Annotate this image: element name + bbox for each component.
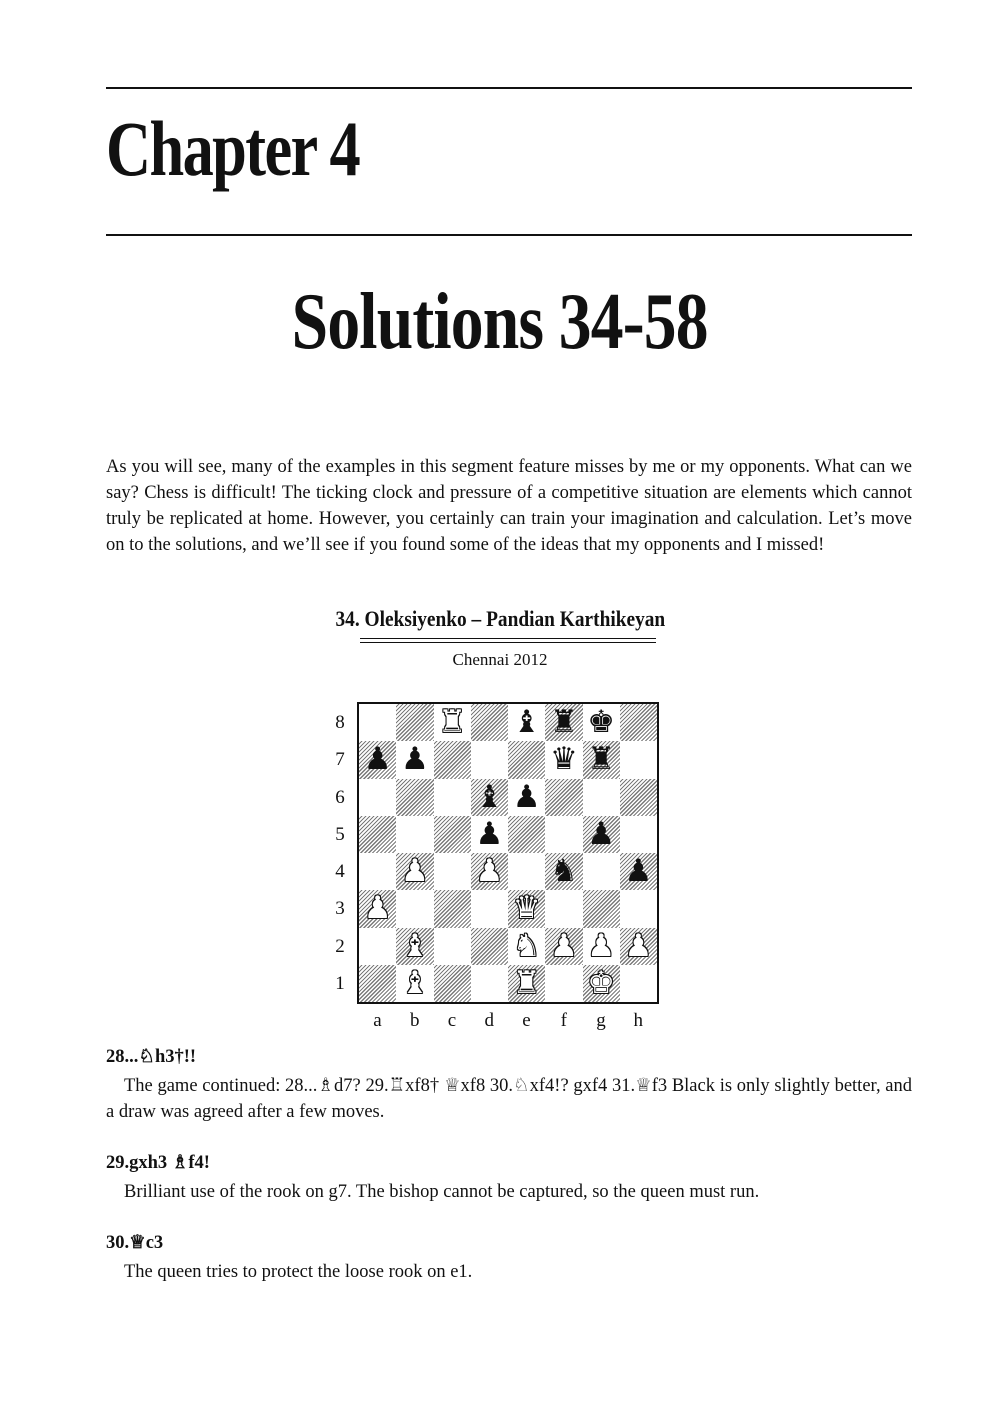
square-f6: [545, 779, 582, 816]
square-a6: [359, 779, 396, 816]
square-e8: [508, 704, 545, 741]
rank-label: 5: [335, 823, 345, 845]
black-pawn-icon: ♟: [587, 815, 616, 852]
move-note: Brilliant use of the rook on g7. The bishop cannot be captured, so the queen must run.: [124, 1182, 760, 1202]
game-venue: Chennai 2012: [452, 650, 548, 669]
square-e5: [508, 816, 545, 853]
chapter-title-text: Solutions 34-58: [291, 278, 709, 366]
square-h4: [620, 853, 657, 890]
square-e3: [508, 890, 545, 927]
black-knight-icon: ♞: [549, 853, 578, 890]
heading-double-rule: [360, 638, 656, 643]
file-label: a: [373, 1010, 382, 1031]
square-b1: [396, 965, 433, 1002]
square-b7: [396, 741, 433, 778]
square-c7: [434, 741, 471, 778]
file-label: c: [447, 1010, 457, 1031]
white-pawn-icon: ♟: [624, 927, 653, 964]
middle-rule: [106, 234, 912, 236]
square-d7: [471, 741, 508, 778]
square-g4: [583, 853, 620, 890]
white-bishop-icon: ♝: [400, 927, 429, 964]
square-a7: [359, 741, 396, 778]
square-c6: [434, 779, 471, 816]
square-g1: [583, 965, 620, 1002]
white-rook-icon: ♜: [512, 964, 541, 1001]
rank-label: 2: [335, 935, 345, 957]
square-a4: [359, 853, 396, 890]
black-rook-icon: ♜: [587, 741, 616, 778]
square-c1: [434, 965, 471, 1002]
square-g7: [583, 741, 620, 778]
file-label: b: [410, 1010, 420, 1031]
black-pawn-icon: ♟: [624, 853, 653, 890]
square-f5: [545, 816, 582, 853]
square-a3: [359, 890, 396, 927]
square-f2: [545, 928, 582, 965]
square-a1: [359, 965, 396, 1002]
square-e6: [508, 779, 545, 816]
white-pawn-icon: ♟: [549, 927, 578, 964]
square-b6: [396, 779, 433, 816]
top-rule: [106, 87, 912, 89]
square-h7: [620, 741, 657, 778]
square-e1: [508, 965, 545, 1002]
square-h8: [620, 704, 657, 741]
game-heading-text: 34. Oleksiyenko – Pandian Karthikeyan: [335, 606, 665, 631]
move-note: The queen tries to protect the loose rook on e1.: [124, 1262, 473, 1282]
black-pawn-icon: ♟: [512, 778, 541, 815]
square-g8: [583, 704, 620, 741]
square-h6: [620, 779, 657, 816]
rank-label: 4: [335, 861, 345, 882]
square-f8: [545, 704, 582, 741]
square-c8: [434, 704, 471, 741]
square-d4: [471, 853, 508, 890]
square-d8: [471, 704, 508, 741]
file-label: d: [484, 1010, 494, 1031]
chess-board: [357, 702, 659, 1004]
square-f3: [545, 890, 582, 927]
square-b5: [396, 816, 433, 853]
white-pawn-icon: ♟: [400, 853, 429, 890]
rank-label: 8: [335, 712, 345, 733]
black-pawn-icon: ♟: [400, 741, 429, 778]
rank-label: 7: [335, 749, 345, 771]
file-label: f: [560, 1010, 567, 1031]
move-note: The game continued: 28...♗d7? 29.♖xf8† ♕xf8 30.♘xf4!? gxf4 31.♕f3 Black is only slightly better, and a draw was agreed after a few moves.: [106, 1076, 912, 1122]
square-h1: [620, 965, 657, 1002]
black-queen-icon: ♛: [549, 741, 578, 778]
black-rook-icon: ♜: [549, 704, 578, 741]
move-heading: 29.gxh3 ♗f4!: [106, 1153, 210, 1173]
file-label: g: [596, 1010, 606, 1031]
square-d1: [471, 965, 508, 1002]
square-h2: [620, 928, 657, 965]
square-e7: [508, 741, 545, 778]
square-b3: [396, 890, 433, 927]
chapter-label: Chapter 4: [106, 105, 360, 192]
square-g6: [583, 779, 620, 816]
square-e2: [508, 928, 545, 965]
white-king-icon: ♚: [587, 964, 616, 1001]
square-c4: [434, 853, 471, 890]
square-d5: [471, 816, 508, 853]
square-c3: [434, 890, 471, 927]
move-heading: 28...♘h3†!!: [106, 1047, 197, 1067]
rank-label: 1: [335, 972, 345, 994]
square-e4: [508, 853, 545, 890]
rank-label: 3: [335, 898, 345, 920]
square-g3: [583, 890, 620, 927]
square-c2: [434, 928, 471, 965]
square-d6: [471, 779, 508, 816]
black-king-icon: ♚: [587, 704, 616, 741]
rank-label: 6: [335, 786, 345, 808]
black-pawn-icon: ♟: [363, 741, 392, 778]
square-b2: [396, 928, 433, 965]
white-knight-icon: ♞: [512, 927, 541, 964]
chapter-title: [0, 278, 1000, 366]
white-pawn-icon: ♟: [363, 890, 392, 927]
square-f4: [545, 853, 582, 890]
file-label: e: [522, 1010, 531, 1031]
game-heading: [0, 606, 1000, 632]
square-c5: [434, 816, 471, 853]
move-heading: 30.♕c3: [106, 1233, 164, 1253]
square-b8: [396, 704, 433, 741]
square-g5: [583, 816, 620, 853]
square-a8: [359, 704, 396, 741]
black-pawn-icon: ♟: [475, 815, 504, 852]
file-label: h: [633, 1010, 643, 1031]
intro-paragraph: As you will see, many of the examples in this segment feature misses by me or my opponents. What can we say? Chess is difficult! The ticking clock and pressure of a competitive situation are elements which cannot truly be replicated at home. However, you certainly can train your imagination and calculation. Let’s move on to the solutions, and we’ll see if you found some of the ideas that my opponents and I missed!: [106, 457, 912, 555]
white-queen-icon: ♛: [512, 890, 541, 927]
white-rook-icon: ♜: [438, 704, 467, 741]
square-g2: [583, 928, 620, 965]
black-bishop-icon: ♝: [512, 704, 541, 741]
square-f1: [545, 965, 582, 1002]
black-bishop-icon: ♝: [475, 778, 504, 815]
white-bishop-icon: ♝: [400, 964, 429, 1001]
square-h3: [620, 890, 657, 927]
square-d3: [471, 890, 508, 927]
white-pawn-icon: ♟: [475, 853, 504, 890]
square-h5: [620, 816, 657, 853]
square-a5: [359, 816, 396, 853]
square-a2: [359, 928, 396, 965]
square-d2: [471, 928, 508, 965]
white-pawn-icon: ♟: [587, 927, 616, 964]
square-b4: [396, 853, 433, 890]
square-f7: [545, 741, 582, 778]
